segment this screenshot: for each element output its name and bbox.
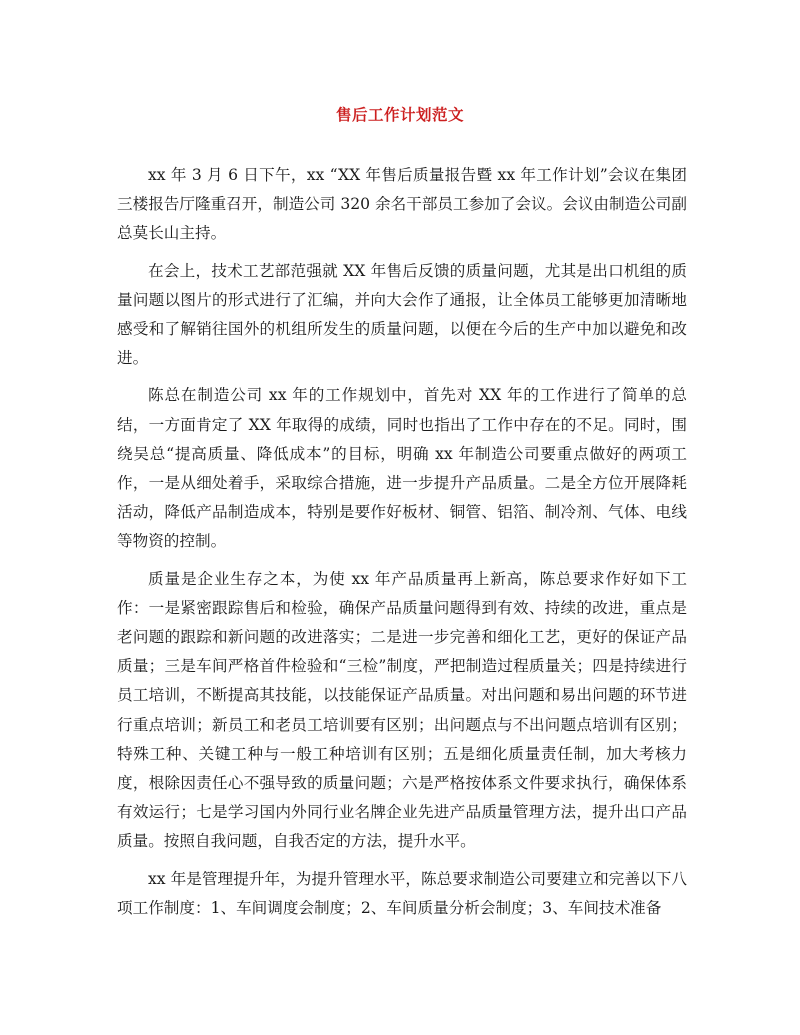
paragraph-3: 陈总在制造公司 xx 年的工作规划中，首先对 XX 年的工作进行了简单的总结，一方面肯定了 XX 年取得的成绩，同时也指出了工作中存在的不足。同时，围绕吴总“提高质量、降低成本”的目标，明确 xx 年制造公司要重点做好的两项工作，一是从细处着手，采取综合措施，进一步提升产品质量。二是全方位开展降耗活动，降低产品制造成本，特别是要作好板材、铜管、铝箔、制冷剂、气体、电线等物资的控制。	[117, 386, 687, 551]
document-body	[117, 161, 687, 931]
paragraph-2: 在会上，技术工艺部范强就 XX 年售后反馈的质量问题，尤其是出口机组的质量问题以图片的形式进行了汇编，并向大会作了通报，让全体员工能够更加清晰地感受和了解销往国外的机组所发生的质量问题，以便在今后的生产中加以避免和改进。	[117, 261, 687, 368]
document-title: 售后工作计划范文	[335, 105, 464, 124]
paragraph-5: xx 年是管理提升年，为提升管理水平，陈总要求制造公司要建立和完善以下八项工作制度：1、车间调度会制度；2、车间质量分析会制度；3、车间技术准备	[117, 869, 687, 917]
paragraph-1: xx 年 3 月 6 日下午，xx “XX 年售后质量报告暨 xx 年工作计划”会议在集团三楼报告厅隆重召开，制造公司 320 余名干部员工参加了会议。会议由制造公司副总莫长山主持。	[117, 166, 687, 243]
paragraph-4: 质量是企业生存之本，为使 xx 年产品质量再上新高，陈总要求作好如下工作：一是紧密跟踪售后和检验，确保产品质量问题得到有效、持续的改进，重点是老问题的跟踪和新问题的改进落实；二是进一步完善和细化工艺，更好的保证产品质量；三是车间严格首件检验和“三检”制度，严把制造过程质量关；四是持续进行员工培训，不断提高其技能，以技能保证产品质量。对出问题和易出问题的环节进行重点培训；新员工和老员工培训要有区别；出问题点与不出问题点培训有区别；特殊工种、关键工种与一般工种培训有区别；五是细化质量责任制，加大考核力度，根除因责任心不强导致的质量问题；六是严格按体系文件要求执行，确保体系有效运行；七是学习国内外同行业名牌企业先进产品质量管理方法，提升出口产品质量。按照自我问题，自我否定的方法，提升水平。	[117, 569, 687, 851]
